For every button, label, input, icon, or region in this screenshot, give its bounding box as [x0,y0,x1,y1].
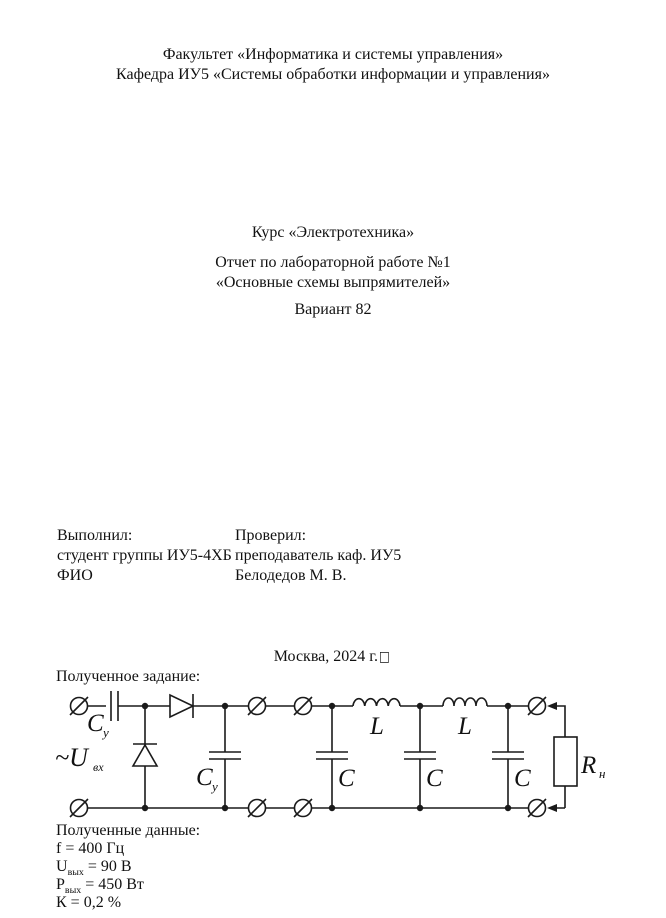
output-terminal-bottom-icon [528,799,546,817]
performed-name: ФИО [57,567,93,584]
filter-cap3-label: C [514,765,531,792]
series-cap-label-sub: у [103,725,109,740]
variant-label: Вариант 82 [294,301,372,318]
load-label-sub: н [599,766,606,781]
result-output-power: $P_{вых} = 450$ Вт [56,876,144,897]
filter-cap2-label: C [426,765,443,792]
missing-character-box: □ [379,649,390,665]
performed-label: Выполнил: [57,527,133,544]
shunt-cap-label-sub: у [212,779,218,794]
mid-terminal-top-right-icon [294,697,312,715]
input-terminal-top-icon [70,697,88,715]
series-capacitor [111,691,118,721]
series-cap-label: C [87,710,104,737]
filter-inductor-2 [443,698,487,706]
report-title-line2: «Основные схемы выпрямителей» [215,274,451,291]
faculty-line: Факультет «Информатика и системы управления» [162,46,504,63]
input-voltage-label-sub: вх [93,760,104,774]
filter-capacitor-3 [492,706,524,808]
mid-terminal-top-left-icon [248,697,266,715]
results-label: Полученные данные: [56,822,201,839]
load-resistor [547,702,577,812]
report-title-line1: Отчет по лабораторной работе №1 [215,254,451,271]
performed-group: студент группы ИУ5-4ХБ [57,547,232,564]
checked-name: Белодедов М. В. [235,567,347,584]
arrow-left-bottom-icon [547,804,557,812]
shunt-cap-label: C [196,764,213,791]
result-output-voltage: $U_{вых} = 90$ В [56,858,132,879]
inductor1-label: L [370,713,384,740]
shunt-diode [133,706,157,808]
mid-terminal-bottom-left-icon [248,799,266,817]
series-diode [170,694,193,718]
city-year-text: Москва, 2024 г. [273,648,379,665]
results-block [56,822,200,912]
checked-position: преподаватель каф. ИУ5 [235,547,402,564]
arrow-left-top-icon [547,702,557,710]
inductor2-label: L [458,713,472,740]
junction-dots [142,703,511,811]
checked-label: Проверил: [235,527,307,544]
filter-capacitor-1 [316,706,348,808]
load-label: R [581,752,597,779]
result-frequency: f = 400 Гц [56,840,125,857]
department-line: Кафедра ИУ5 «Системы обработки информации и управления» [116,66,550,83]
result-ripple-factor: К = 0,2 % [56,894,122,911]
output-terminal-top-icon [528,697,546,715]
filter-cap1-label: C [338,765,355,792]
input-voltage-label: ~U [55,743,88,772]
course-title: Курс «Электротехника» [251,224,415,241]
filter-inductor-1 [353,699,400,706]
mid-terminal-bottom-right-icon [294,799,312,817]
filter-capacitor-2 [404,706,436,808]
input-terminal-bottom-icon [70,799,88,817]
task-label: Полученное задание: [56,668,201,685]
